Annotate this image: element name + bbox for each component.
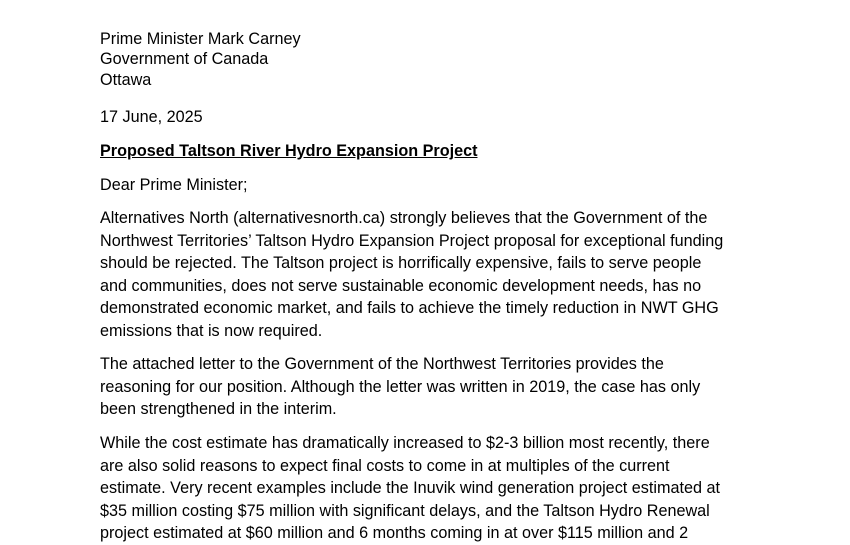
letter-date: 17 June, 2025 [100,108,203,126]
paragraph-line: The attached letter to the Government of the Northwest Territories provides the [100,355,664,373]
paragraph-line: demonstrated economic market, and fails to achieve the timely reduction in NWT GHG [100,299,719,318]
paragraph-line: project estimated at $60 million and 6 months coming in at over $115 million and 2 [100,524,689,543]
paragraph-line: While the cost estimate has dramatically increased to $2-3 billion most recently, there [100,434,710,452]
recipient-name: Prime Minister Mark Carney [100,30,301,48]
salutation: Dear Prime Minister; [100,176,248,194]
paragraph-line: reasoning for our position. Although the letter was written in 2019, the case has only [100,377,701,396]
paragraph-1 [100,207,750,343]
paragraph-2 [100,353,750,421]
recipient-city: Ottawa [100,70,152,89]
paragraph-line: estimate. Very recent examples include the Inuvik wind generation project estimated at [100,479,720,498]
paragraph-line: should be rejected. The Taltson project is horrifically expensive, fails to serve people [100,254,702,273]
paragraph-line: emissions that is now required. [100,321,323,340]
paragraph-line: Alternatives North (alternativesnorth.ca) strongly believes that the Government of the [100,209,708,227]
letter-subject: Proposed Taltson River Hydro Expansion Project [100,142,478,160]
paragraph-line: and communities, does not serve sustainable economic development needs, has no [100,276,702,295]
paragraph-line: been strengthened in the interim. [100,400,337,419]
paragraph-line: Northwest Territories’ Taltson Hydro Expansion Project proposal for exceptional funding [100,231,724,250]
paragraph-3 [100,432,750,545]
paragraph-line: $35 million costing $75 million with significant delays, and the Taltson Hydro Renewal [100,501,710,520]
paragraph-line: are also solid reasons to expect final costs to come in at multiples of the current [100,456,670,475]
recipient-organization: Government of Canada [100,50,269,69]
recipient-address [100,29,750,90]
